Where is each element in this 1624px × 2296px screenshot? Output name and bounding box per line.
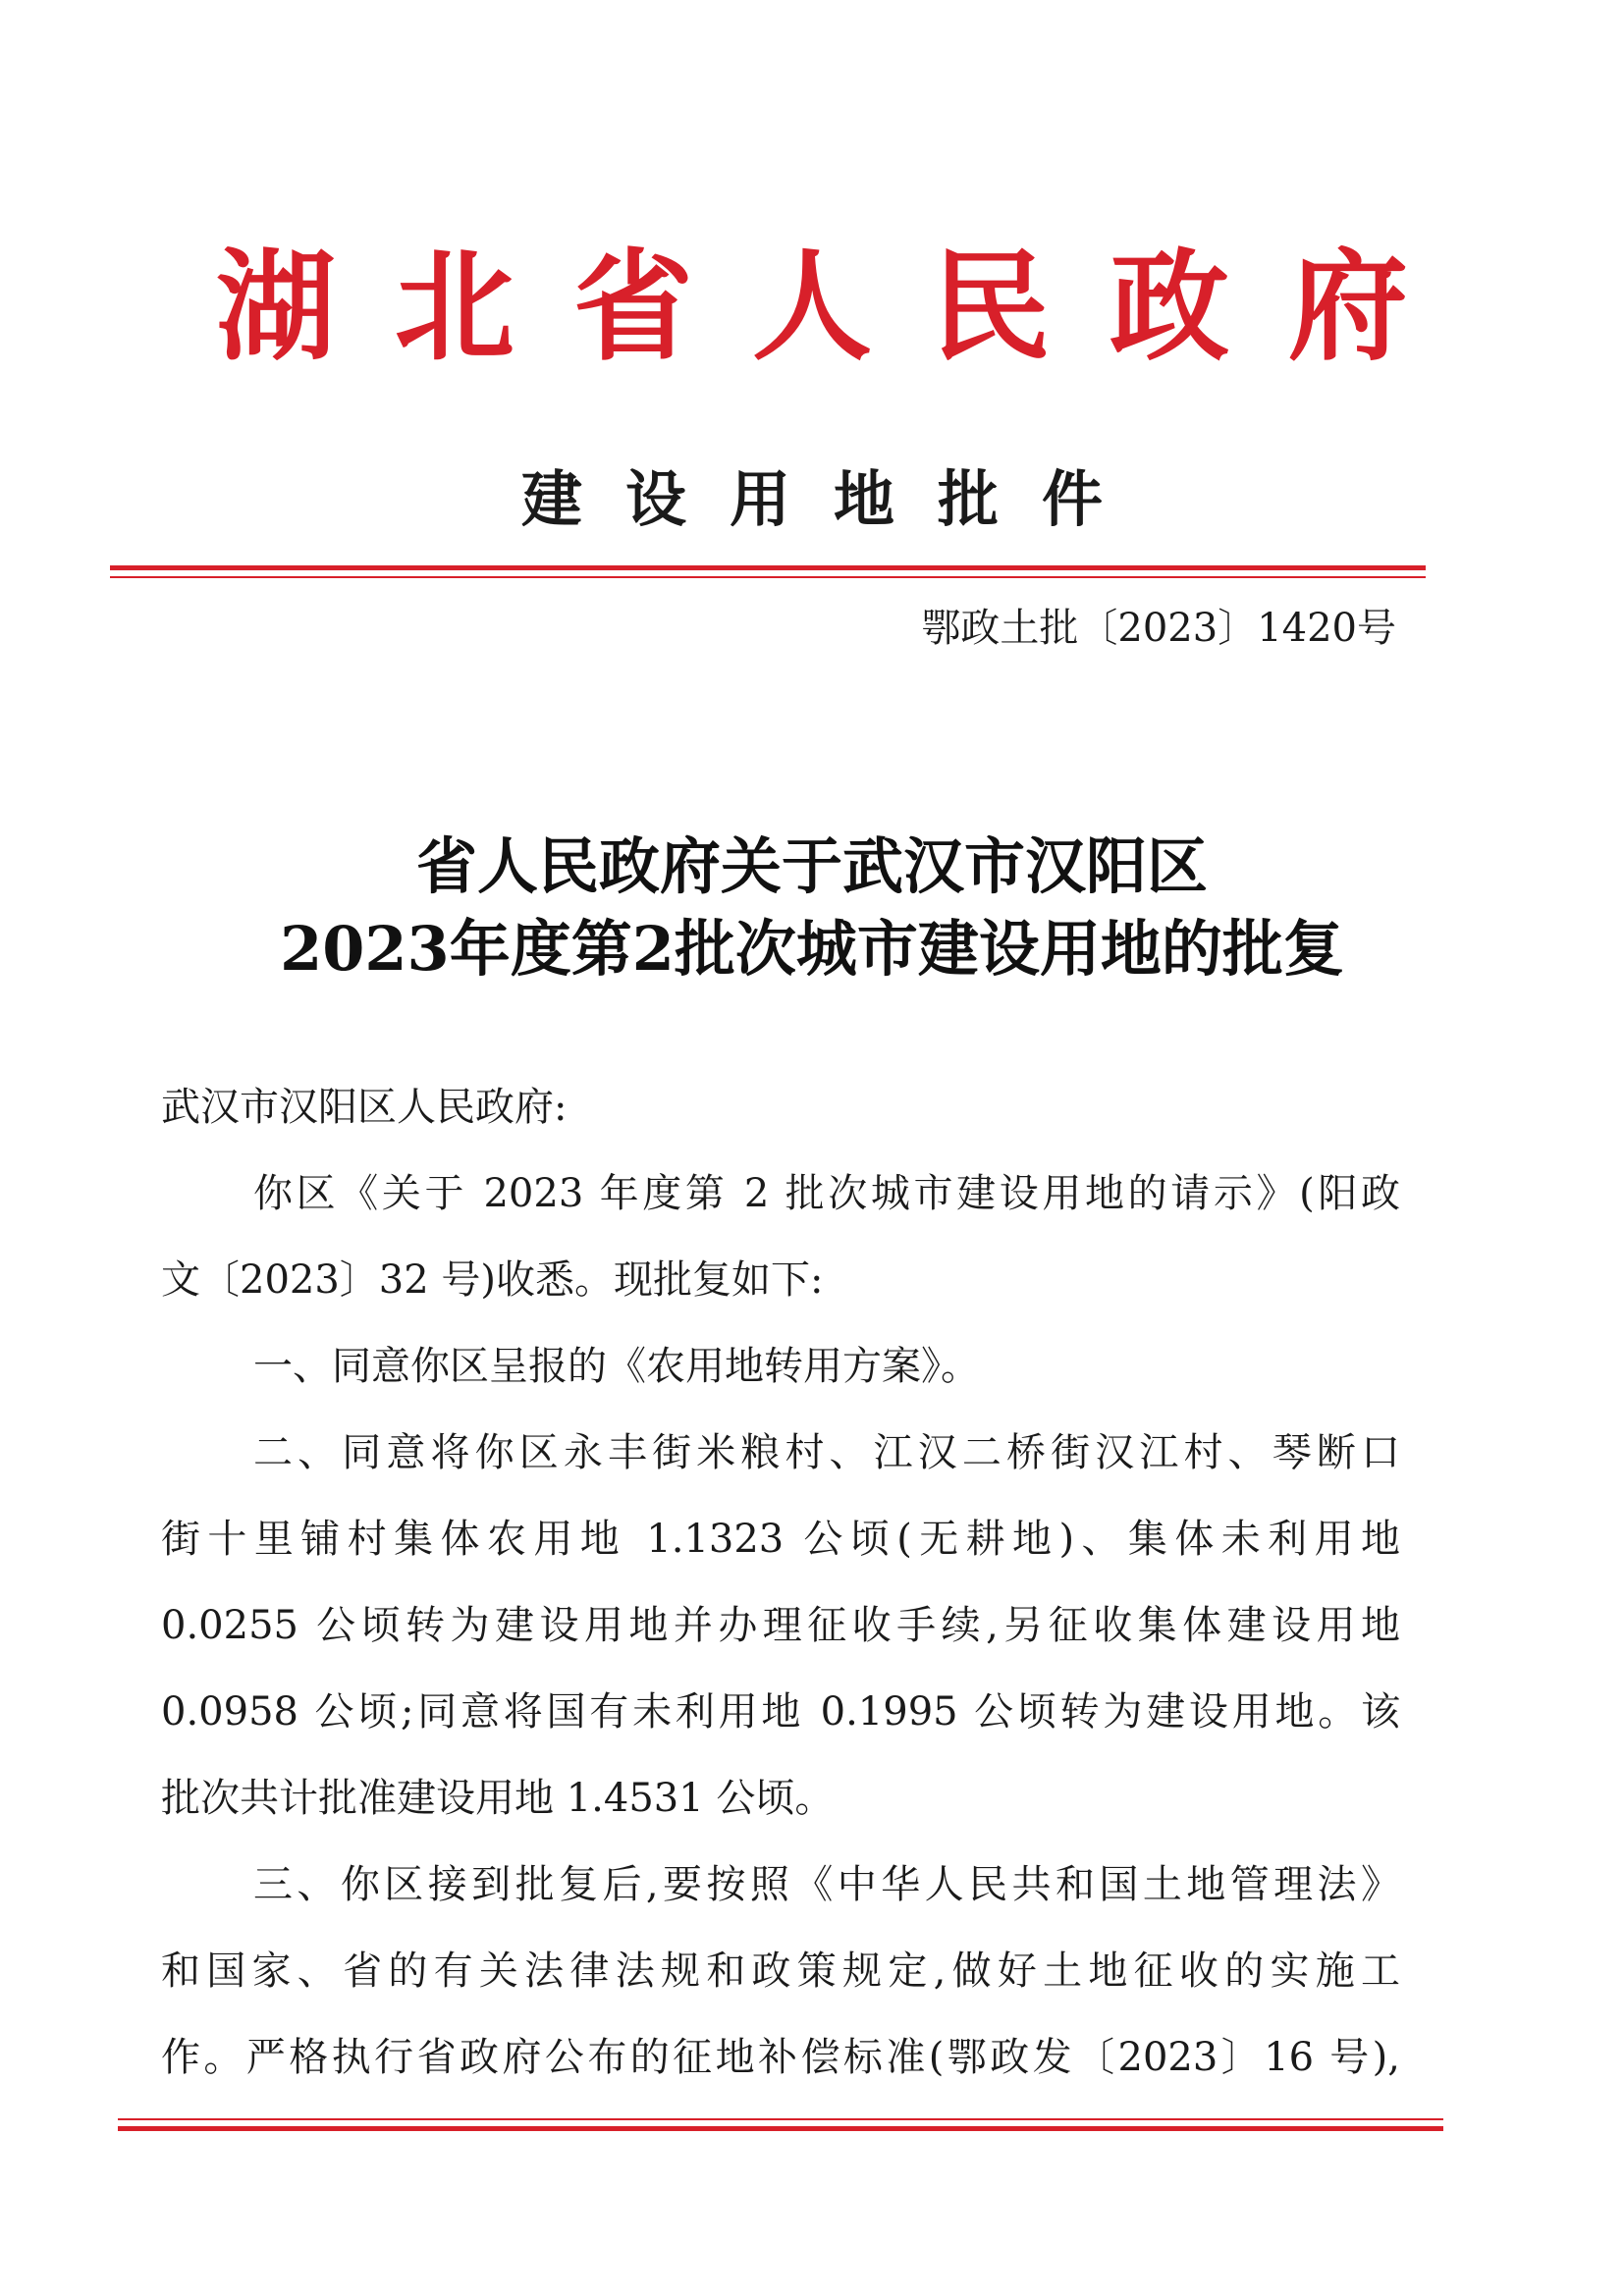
paragraph-line: 0.0255 公顷转为建设用地并办理征收手续,另征收集体建设用地 [161,1603,1400,1648]
footer-divider-thin [118,2118,1443,2120]
paragraph-line: 0.0958 公顷;同意将国有未利用地 0.1995 公顷转为建设用地。该 [161,1689,1400,1735]
reply-title-line-1: 省人民政府关于武汉市汉阳区 [415,830,1208,902]
reply-title-line-2: 2023年度第2批次城市建设用地的批复 [280,913,1344,985]
issuer-masthead: 湖北省人民政府 [216,238,1467,377]
document-type-title: 建设用地批件 [520,463,1146,535]
paragraph-line: 和国家、省的有关法律法规和政策规定,做好土地征收的实施工 [161,1949,1400,1994]
addressee: 武汉市汉阳区人民政府: [161,1085,568,1130]
paragraph-line: 街十里铺村集体农用地 1.1323 公顷(无耕地)、集体未利用地 [161,1517,1400,1562]
paragraph-line: 作。严格执行省政府公布的征地补偿标准(鄂政发〔2023〕16 号), [161,2035,1400,2080]
header-divider-thick [110,565,1426,570]
paragraph-line: 三、你区接到批复后,要按照《中华人民共和国土地管理法》 [253,1862,1400,1907]
document-number: 鄂政土批〔2023〕1420号 [921,606,1396,651]
paragraph-line: 你区《关于 2023 年度第 2 批次城市建设用地的请示》(阳政 [253,1171,1400,1216]
paragraph-line: 批次共计批准建设用地 1.4531 公顷。 [161,1776,835,1821]
header-divider-thin [110,576,1426,578]
footer-divider-thick [118,2126,1443,2131]
paragraph-line: 二、同意将你区永丰街米粮村、江汉二桥街汉江村、琴断口 [253,1430,1400,1475]
paragraph-line: 一、同意你区呈报的《农用地转用方案》。 [253,1344,980,1389]
paragraph-line: 文〔2023〕32 号)收悉。现批复如下: [161,1257,824,1303]
